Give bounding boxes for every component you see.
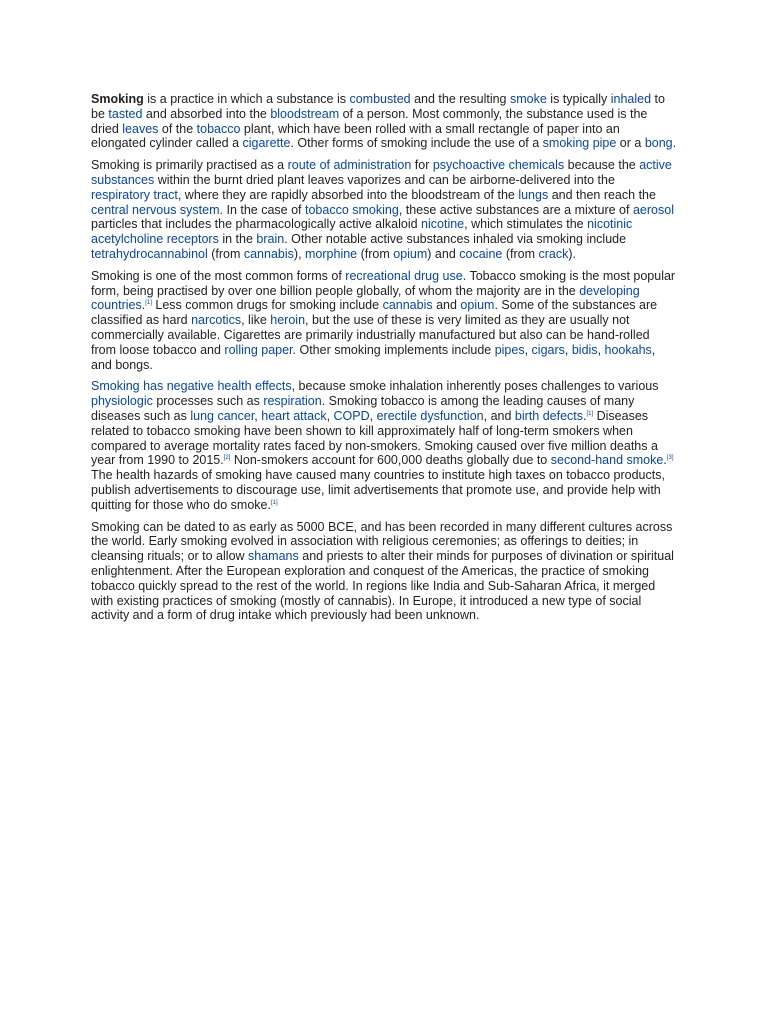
article-link[interactable]: bloodstream xyxy=(270,106,340,121)
article-link[interactable]: recreational drug use xyxy=(345,268,463,283)
text-run: (from xyxy=(502,246,539,261)
citation-ref[interactable]: [1] xyxy=(586,410,594,417)
text-run: (from xyxy=(357,246,394,261)
article-link[interactable]: respiration xyxy=(263,394,322,409)
text-run: to be xyxy=(91,92,665,121)
text-run: Less common drugs for smoking include xyxy=(151,298,383,313)
article-link[interactable]: psychoactive chemicals xyxy=(432,158,565,173)
article-link[interactable]: Smoking has negative health effects xyxy=(91,379,292,394)
article-link[interactable]: cocaine xyxy=(459,246,503,261)
text-run: . Tobacco smoking is the most popular form, being practised by over one billion people globally, of whom the majority are in the xyxy=(91,268,676,298)
article-link[interactable]: shamans xyxy=(248,549,299,564)
article-link[interactable]: heart attack xyxy=(261,408,327,423)
text-run: , which stimulates the xyxy=(464,217,588,232)
article-link[interactable]: active substances xyxy=(91,158,672,187)
text-run: Non-smokers account for 600,000 deaths globally due to xyxy=(230,453,551,468)
article-term: Smoking xyxy=(91,92,144,106)
article-link[interactable]: central nervous system xyxy=(91,202,220,217)
article-link[interactable]: nicotine xyxy=(421,217,465,232)
text-run: and then reach the xyxy=(548,187,656,202)
text-run: . Smoking tobacco is among the leading causes of many diseases such as xyxy=(91,394,635,423)
article-link[interactable]: birth defects xyxy=(514,408,583,423)
text-run: is typically xyxy=(546,92,611,106)
article-link[interactable]: tasted xyxy=(108,106,143,121)
citation-ref[interactable]: [1] xyxy=(270,499,278,506)
text-run: . Other smoking implements include xyxy=(292,342,495,357)
article-link[interactable]: combusted xyxy=(349,92,411,106)
text-run: , where they are rapidly absorbed into the bloodstream of the xyxy=(177,187,519,202)
article-link[interactable]: cannabis xyxy=(243,246,294,261)
article-link[interactable]: narcotics xyxy=(191,313,242,328)
article-link[interactable]: smoking pipe xyxy=(542,136,617,151)
text-run: The health hazards of smoking have caused many countries to institute high taxes on tobacco products, publish advertisements to discourage use, limit advertisements that promote use, and provide help with quitting for those who do smoke. xyxy=(91,468,665,512)
article-link[interactable]: cigarette xyxy=(242,136,291,151)
article-link[interactable]: smoke xyxy=(509,92,547,106)
article-link[interactable]: heroin xyxy=(270,313,306,328)
article-link[interactable]: physiologic xyxy=(91,394,153,409)
paragraph-1 xyxy=(91,92,677,151)
article-link[interactable]: opium xyxy=(393,246,428,261)
article-link[interactable]: cannabis xyxy=(382,298,433,313)
text-run: . Some of the substances are classified as hard xyxy=(91,298,658,328)
text-run: , like xyxy=(241,313,271,328)
article-link[interactable]: leaves xyxy=(122,121,159,136)
article-link[interactable]: hookahs xyxy=(604,342,652,357)
article-link[interactable]: tetrahydrocannabinol xyxy=(91,246,208,261)
text-run: and priests to alter their minds for purposes of divination or spiritual enlightenment. After the European exploration and conquest of the Americas, the practice of smoking tobacco quickly spread to the rest of the world. In regions like India and Sub-Saharan Africa, it merged with existing practices of smoking (mostly of cannabis). In Europe, it introduced a new type of social activity and a form of drug intake which previously had been unknown. xyxy=(91,549,674,623)
article-link[interactable]: nicotinic acetylcholine receptors xyxy=(91,217,633,247)
text-run: , xyxy=(326,408,334,423)
text-run: Smoking is one of the most common forms of xyxy=(91,268,346,283)
article-link[interactable]: developing countries xyxy=(91,283,640,313)
text-run: and the resulting xyxy=(410,92,510,106)
text-run: ). xyxy=(568,246,576,261)
paragraph-5 xyxy=(91,520,677,624)
article-link[interactable]: rolling paper xyxy=(224,342,293,357)
text-run: , but the use of these is very limited as they are usually not commercially available. Cigarettes are primarily industrially manufactured but also can be hand-rolled from loose tobacco and xyxy=(91,313,650,357)
text-run: of the xyxy=(158,121,197,136)
text-run: , and bongs. xyxy=(91,342,656,372)
article-link[interactable]: route of administration xyxy=(287,158,412,173)
citation-ref[interactable]: [1] xyxy=(145,300,152,307)
text-run: Diseases related to tobacco smoking have been shown to kill approximately half of long-term smokers when compared to average mortality rates faced by non-smokers. Smoking caused over five million deaths a year from 1990 to 2015. xyxy=(91,408,658,468)
paragraph-3 xyxy=(91,269,677,373)
text-run: ) and xyxy=(427,246,460,261)
text-run: . Other forms of smoking include the use of a xyxy=(290,136,543,151)
text-run: in the xyxy=(218,232,257,247)
article-link[interactable]: opium xyxy=(460,298,495,313)
text-run: (from xyxy=(207,246,244,261)
text-run: for xyxy=(411,158,433,173)
text-run: , xyxy=(564,342,572,357)
text-run: processes such as xyxy=(152,394,264,409)
text-run: . xyxy=(141,298,146,313)
text-run: . xyxy=(672,136,677,151)
text-run: . Other notable active substances inhaled via smoking include xyxy=(284,232,627,247)
text-run: because the xyxy=(564,158,640,173)
text-run: , and xyxy=(483,408,515,423)
article-link[interactable]: COPD xyxy=(333,408,370,423)
text-run: particles that includes the pharmacologically active alkaloid xyxy=(91,217,422,232)
article-link[interactable]: lungs xyxy=(518,187,549,202)
text-run: is a practice in which a substance is xyxy=(143,92,350,106)
article-link[interactable]: erectile dysfunction xyxy=(376,408,484,423)
text-run: , because smoke inhalation inherently poses challenges to various xyxy=(291,379,659,394)
text-run: Smoking is primarily practised as a xyxy=(91,158,288,173)
article-link[interactable]: lung cancer xyxy=(190,408,255,423)
article-link[interactable]: crack xyxy=(538,246,569,261)
article-link[interactable]: tobacco smoking xyxy=(305,202,399,217)
text-run: , these active substances are a mixture of xyxy=(398,202,633,217)
text-run: Smoking can be dated to as early as 5000 BCE, and has been recorded in many different cultures across the world. Early smoking evolved in association with religious ceremonies; as offerings to deities; in cleansing rituals; or to allow xyxy=(91,519,673,564)
text-run: within the burnt dried plant leaves vaporizes and can be airborne-delivered into the xyxy=(154,172,615,187)
text-run: ), xyxy=(293,246,306,261)
text-run: , xyxy=(369,408,377,423)
text-run: , xyxy=(524,342,532,357)
paragraph-4 xyxy=(91,379,677,512)
article-link[interactable]: tobacco xyxy=(196,121,241,136)
text-run: and xyxy=(432,298,461,313)
article-link[interactable]: pipes xyxy=(494,342,525,357)
article-link[interactable]: brain xyxy=(256,232,285,247)
text-run: , xyxy=(254,408,262,423)
citation-ref[interactable]: [3] xyxy=(666,455,674,462)
article-link[interactable]: bidis xyxy=(571,342,598,357)
paragraph-2 xyxy=(91,158,677,262)
article-link[interactable]: aerosol xyxy=(632,202,674,217)
text-run: , xyxy=(597,342,605,357)
article-link[interactable]: cigars xyxy=(531,342,565,357)
text-run: and absorbed into the xyxy=(142,106,271,121)
text-run: . In the case of xyxy=(219,202,305,217)
text-run: . xyxy=(583,408,587,423)
text-run: or a xyxy=(616,136,645,151)
text-run: . xyxy=(663,453,667,468)
article-link[interactable]: inhaled xyxy=(610,92,652,106)
citation-ref[interactable]: [2] xyxy=(223,455,231,462)
article-link[interactable]: respiratory tract xyxy=(91,187,178,202)
text-run: of a person. Most commonly, the substance used is the dried xyxy=(91,106,648,136)
article-link[interactable]: morphine xyxy=(305,246,358,261)
text-run: plant, which have been rolled with a small rectangle of paper into an elongated cylinder called a xyxy=(91,121,620,151)
article-link[interactable]: bong xyxy=(644,136,673,151)
article-body xyxy=(91,92,677,630)
article-link[interactable]: second-hand smoke xyxy=(550,453,664,468)
